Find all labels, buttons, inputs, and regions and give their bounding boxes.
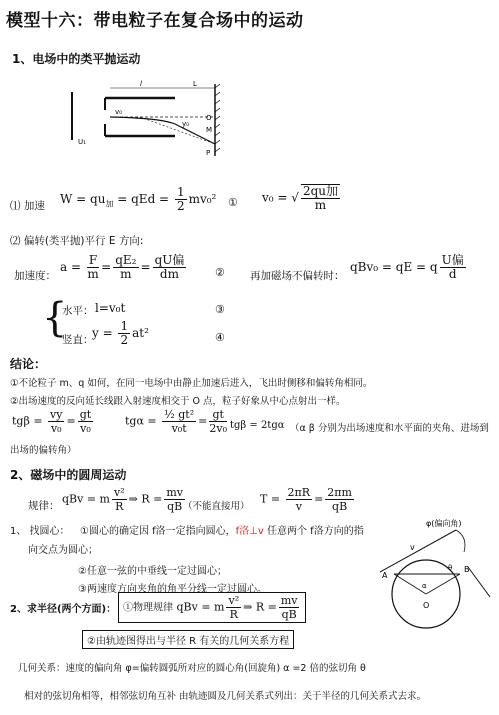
law-formula: qBv = m $\frac{\text{v²}}{R}$ ⇒ R = $\frac{mv}{qB}$ (62, 486, 183, 513)
section-magnetic-field-heading: 2、磁场中的圆周运动 (10, 468, 127, 482)
item1-formula: $W = qu_加$ = qEd = $\frac{1}{2}$ mv₀² (60, 185, 217, 213)
item1-circle: ① (228, 196, 238, 209)
label-y0: y₀ (182, 120, 189, 128)
geometry-relation-2: 相对的弦切角相等，相邻弦切角互补 由轨迹圆及几何关系式列出：关于半径的几何关系式去求。 (24, 691, 427, 702)
point-O: O (423, 601, 430, 610)
trajectory (110, 117, 215, 144)
label-v: v (410, 543, 415, 552)
radius-method-1: ①物理规律 qBv = m $\frac{\text{v²}}{R}$ ⇒ R = $\frac{mv}{qB}$ (118, 592, 306, 623)
horizontal-label: 水平： (62, 305, 94, 317)
label-L: L (193, 80, 197, 88)
find-center-label: 1、 找圆心： (10, 526, 70, 537)
tan-beta-formula: tgβ = $\frac{vy}{\text{v₀}}$ = $\frac{gt}{\text{v₀}}$ (12, 408, 92, 435)
law-label: 规律： (28, 500, 60, 512)
brace: { (42, 295, 68, 341)
conclusion-line2: ②出场速度的反向延长线跟入射速度相交于 O 点，粒子好象从中心点射出一样。 (10, 396, 346, 407)
tan-note2: 出场的偏转角） (10, 445, 77, 456)
label-O: O (206, 114, 212, 122)
label-U1: U₁ (78, 138, 86, 146)
item2-label: ⑵ 偏转(类平抛)平行 E 方向: (10, 235, 144, 247)
label-alpha: α (422, 582, 427, 590)
find-center-line3: ③两速度方向夹角的角平分线一定过圆心。 (78, 584, 267, 595)
accel-formula: a = $\frac{F}{m}$ = $\frac{\text{qE₂}}{m}$ = $\frac{\text{qU偏}}{dm}$ (60, 253, 185, 281)
velocity-out-line (468, 567, 490, 597)
find-center-line1: ①圆心的确定因 f洛一定指向圆心，f洛⊥v 任意两个 f洛方向的指 (80, 526, 364, 537)
page-title: 模型十六：带电粒子在复合场中的运动 (6, 11, 304, 31)
item1-label: ⑴ 加速 (10, 200, 45, 212)
accel-label: 加速度： (14, 270, 56, 282)
accel-circle: ② (215, 266, 225, 279)
tan-alpha-formula: tgα = $\frac{\text{½ gt²}}{\text{v₀t}}$ = $\frac{gt}{\text{2v₀}}$ (125, 408, 227, 435)
geometry-relation: 几何关系：速度的偏向角 φ=偏转圆弧所对应的圆心角(回旋角) α =2 倍的弦切角 θ (18, 663, 366, 674)
section-electric-field-heading: 1、电场中的类平抛运动 (12, 52, 141, 66)
horizontal-formula: l=v₀t (95, 301, 126, 315)
vertical-formula: y = $\frac{1}{2}$ at² (92, 319, 149, 347)
tan-relation: tgβ = 2tgα (230, 420, 285, 431)
find-center-line2: ②任意一弦的中垂线一定过圆心； (78, 566, 227, 577)
label-v0: v₀ (115, 108, 122, 116)
conclusion-heading: 结论： (10, 357, 47, 371)
item1-v0-formula: v₀ = √ $\frac{\text{2qu加}}{m}$ (262, 184, 338, 212)
vertical-circle: ④ (215, 331, 225, 344)
extension-line (140, 117, 215, 144)
law-note: （不能直接用） (183, 501, 250, 512)
find-center-line1-cont: 向交点为圆心； (28, 545, 98, 556)
balance-formula: qBv₀ = qE = q $\frac{\text{U偏}}{d}$ (350, 253, 464, 281)
label-P: P (206, 149, 211, 157)
radius-method-2: ②由轨迹图得出与半径 R 有关的几何关系方程 (82, 630, 294, 649)
deflection-diagram (60, 80, 240, 160)
tan-note: （α β 分别为出场速度和水平面的夹角、进场到 (290, 423, 489, 434)
balance-label: 再加磁场不偏转时： (250, 270, 345, 282)
horizontal-circle: ③ (215, 303, 225, 316)
point-A: A (382, 571, 388, 580)
label-l: l (140, 80, 142, 88)
radius-label: 2、求半径(两个方面)： (10, 604, 117, 615)
point-B: B (464, 565, 470, 574)
phi-label: φ(偏向角) (426, 519, 462, 528)
period-formula: T = $\frac{2\pi R}{v}$ = $\frac{2\pi m}{qB}$ (260, 486, 352, 513)
phi-arc (456, 530, 465, 552)
label-M: M (206, 126, 213, 134)
vertical-label: 竖直： (62, 334, 94, 346)
circle-trajectory-diagram (368, 512, 493, 637)
conclusion-line1: ①不论粒子 m、q 如何，在同一电场中由静止加速后进入，飞出时侧移和偏转角相同。 (10, 378, 373, 389)
label-theta: θ (448, 564, 453, 572)
radius-OB (426, 574, 460, 594)
